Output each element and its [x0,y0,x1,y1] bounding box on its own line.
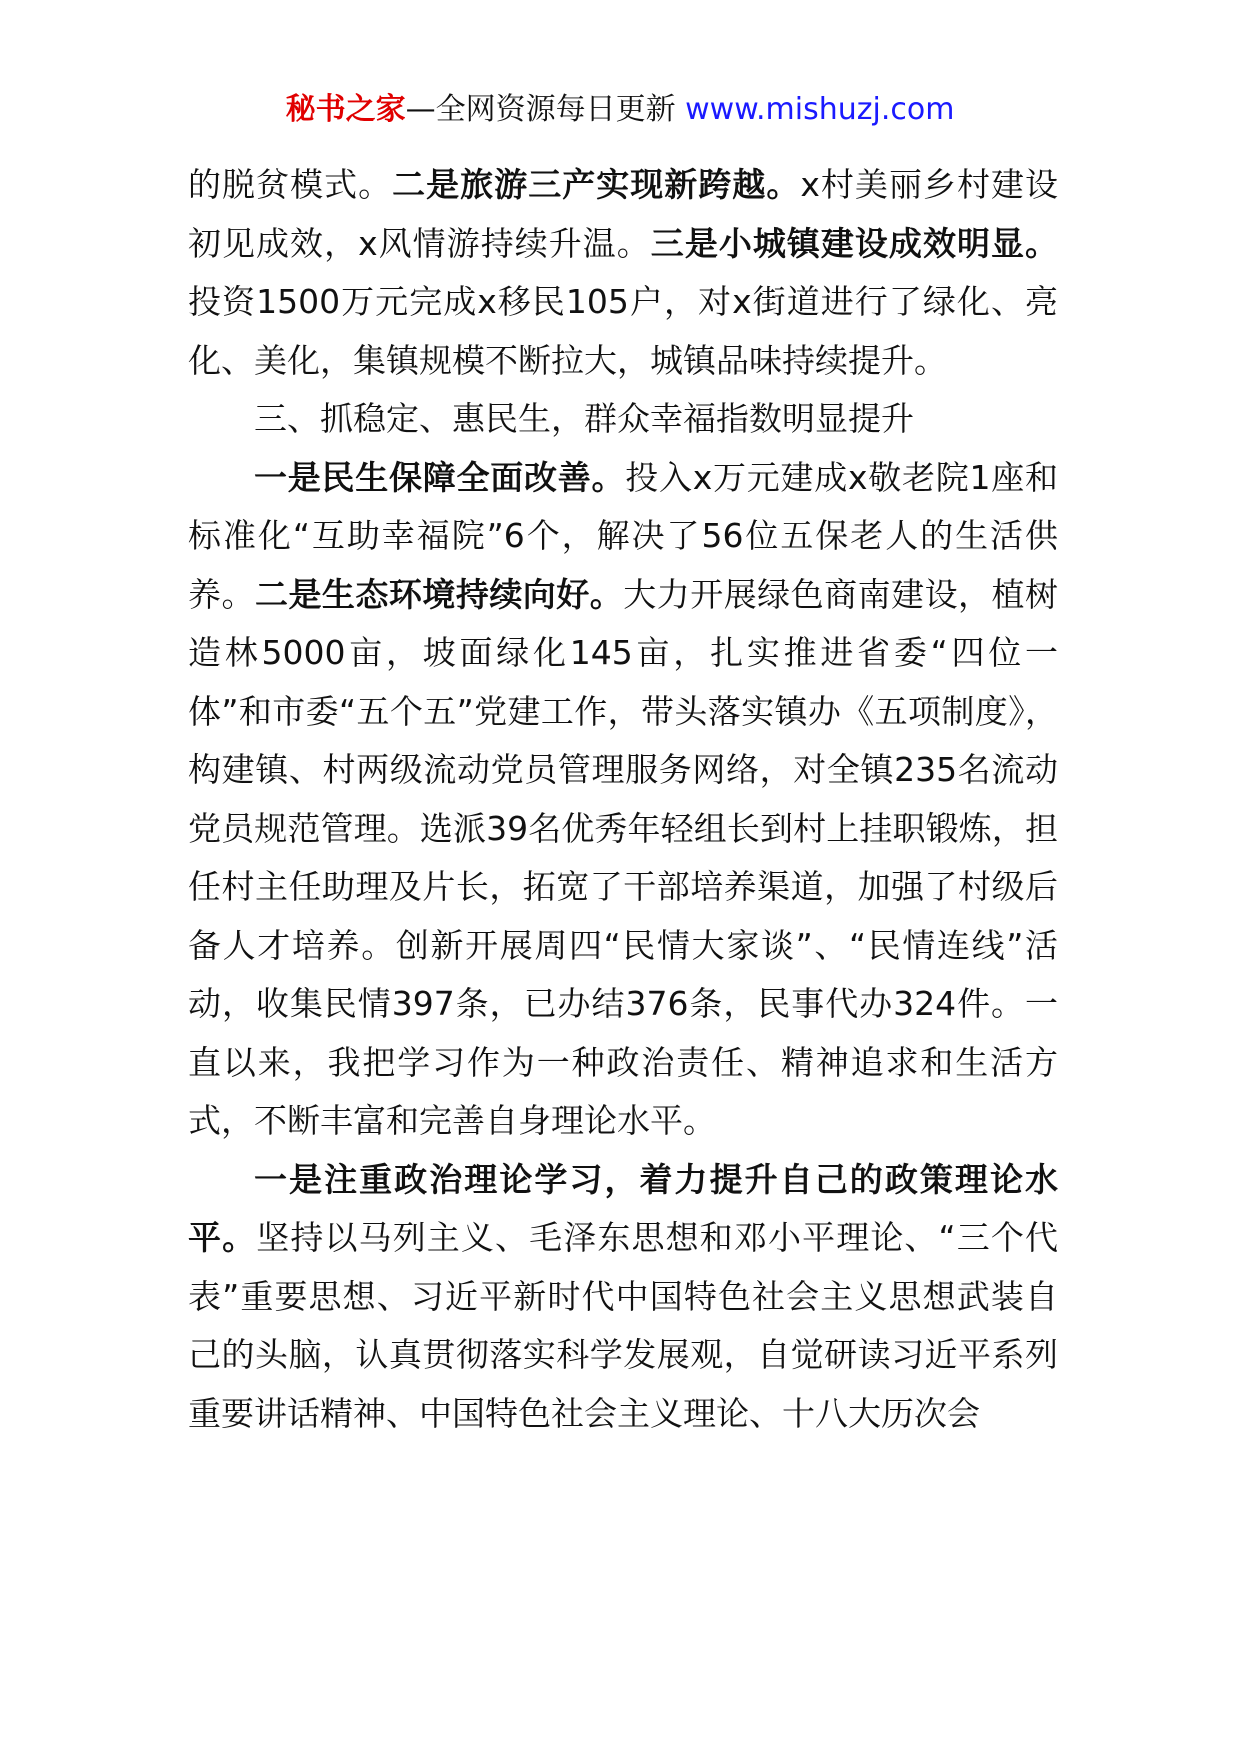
paragraph-study [188,1151,1058,1444]
text-span: 大力开展绿色商南建设，植树造林5000亩，坡面绿化145亩，扎实推进省委“四位一体”和市委“五个五”党建工作，带头落实镇办《五项制度》，构建镇、村两级流动党员管理服务网络，对全镇235名流动党员规范管理。选派39名优秀年轻组长到村上挂职锻炼，担任村主任助理及片长，拓宽了干部培养渠道，加强了村级后备人才培养。创新开展周四“民情大家谈”、“民情连线”活动，收集民情397条，已办结376条，民事代办324件。一直以来，我把学习作为一种政治责任、精神追求和生活方式，不断丰富和完善自身理论水平。 [188,574,1059,1140]
text-span: 坚持以马列主义、毛泽东思想和邓小平理论、“三个代表”重要思想、习近平新时代中国特色社会主义思想武装自己的头脑，认真贯彻落实科学发展观，自觉研读习近平系列重要讲话精神、中国特色社会主义理论、十八大历次会 [188,1218,1058,1433]
site-brand: 秘书之家 [285,92,406,127]
section-heading: 三、抓稳定、惠民生，群众幸福指数明显提升 [254,399,914,438]
bold-point: 二是生态环境持续向好。 [254,574,624,614]
paragraph-livelihood [188,449,1058,1151]
bold-point: 一是民生保障全面改善。 [254,457,626,497]
text-span: x村美丽乡村建设初见成效，x风情游持续升温。 [188,165,1059,263]
page-header [0,88,1240,132]
text-span: 投入x万元建成x敬老院1座和标准化“互助幸福院”6个，解决了56位五保老人的生活供养。 [188,457,1059,614]
text-span: 的脱贫模式。 [188,165,393,204]
site-tagline: —全网资源每日更新 [405,92,676,127]
bold-point: 一是注重政治理论学习，着力提升自己的政策理论水平。 [188,1159,1058,1257]
text-span: 投资1500万元完成x移民105户，对x街道进行了绿化、亮化、美化，集镇规模不断拉大，城镇品味持续提升。 [188,282,1058,380]
bold-point: 三是小城镇建设成效明显。 [650,223,1059,263]
document-body [188,156,1058,1443]
bold-point: 二是旅游三产实现新跨越。 [392,165,801,204]
paragraph-continuation [188,156,1058,390]
site-url-link[interactable]: www.mishuzj.com [685,92,955,127]
